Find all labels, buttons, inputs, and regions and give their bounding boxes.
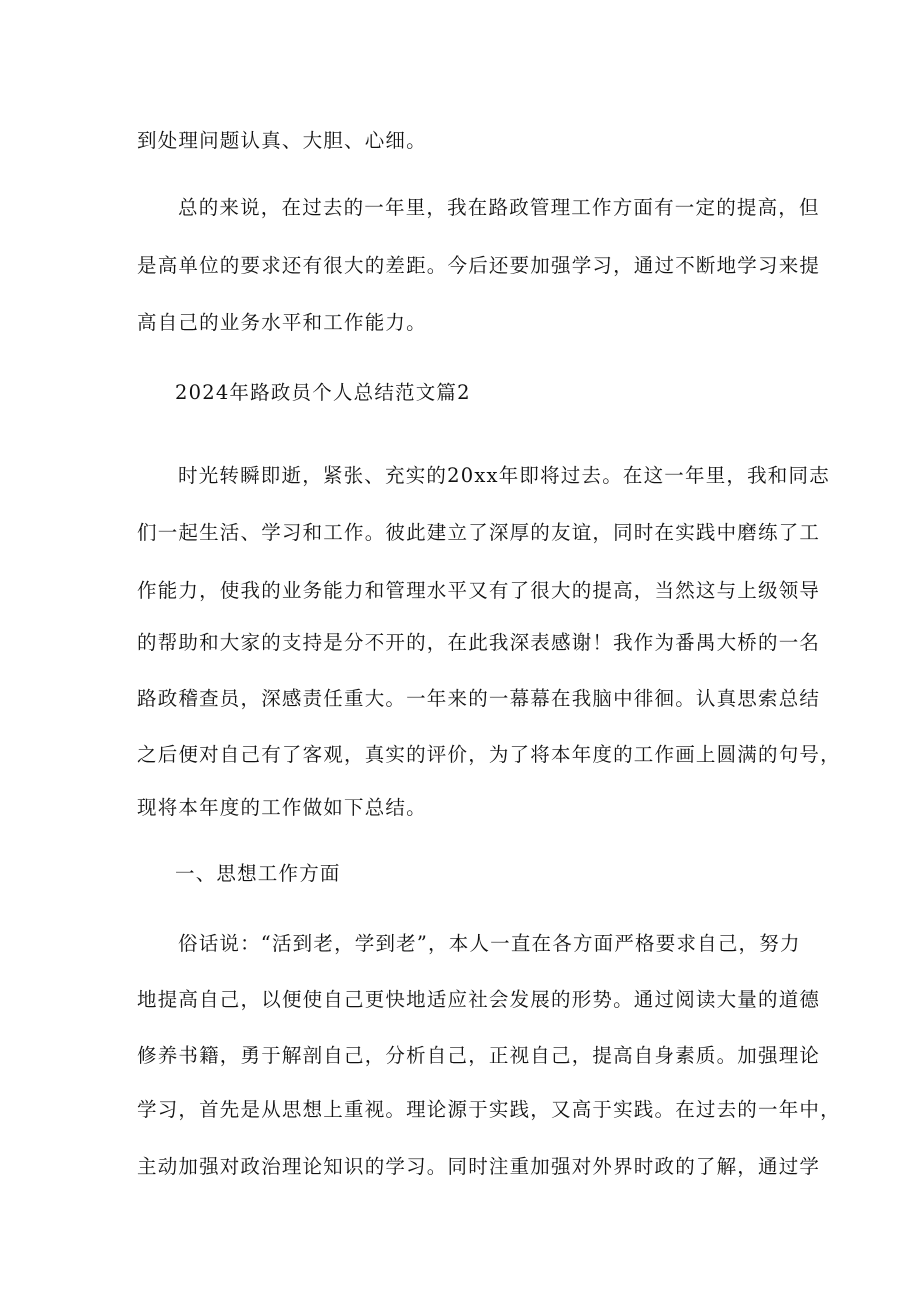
paragraph-line: 之后便对自己有了客观，真实的评价，为了将本年度的工作画上圆满的句号， [137, 743, 841, 766]
paragraph-line: 们一起生活、学习和工作。彼此建立了深厚的友谊，同时在实践中磨练了工 [137, 521, 821, 544]
paragraph-line: 路政稽查员，深感责任重大。一年来的一幕幕在我脑中徘徊。认真思索总结 [137, 687, 821, 710]
paragraph-line: 高自己的业务水平和工作能力。 [137, 311, 427, 334]
section-heading: 一、思想工作方面 [175, 862, 341, 885]
paragraph-line: 主动加强对政治理论知识的学习。同时注重加强对外界时政的了解，通过学 [137, 1155, 821, 1178]
paragraph-line: 修养书籍，勇于解剖自己，分析自己，正视自己，提高自身素质。加强理论 [137, 1044, 821, 1067]
paragraph-line: 的帮助和大家的支持是分不开的，在此我深表感谢！我作为番禺大桥的一名 [137, 631, 821, 654]
paragraph-line: 到处理问题认真、大胆、心细。 [137, 129, 427, 152]
paragraph-line: 是高单位的要求还有很大的差距。今后还要加强学习，通过不断地学习来提 [137, 254, 821, 277]
paragraph-line: 时光转瞬即逝，紧张、充实的20xx年即将过去。在这一年里，我和同志 [178, 464, 830, 487]
paragraph-line: 总的来说，在过去的一年里，我在路政管理工作方面有一定的提高，但 [178, 196, 820, 219]
paragraph-line: 地提高自己，以便使自己更快地适应社会发展的形势。通过阅读大量的道德 [137, 988, 821, 1011]
paragraph-line: 学习，首先是从思想上重视。理论源于实践，又高于实践。在过去的一年中， [137, 1098, 841, 1121]
section-heading: 2024年路政员个人总结范文篇2 [175, 381, 471, 404]
paragraph-line: 现将本年度的工作做如下总结。 [137, 796, 427, 819]
paragraph-line: 作能力，使我的业务能力和管理水平又有了很大的提高，当然这与上级领导 [137, 579, 821, 602]
paragraph-line: 俗话说：“活到老，学到老”，本人一直在各方面严格要求自己，努力 [178, 932, 801, 955]
